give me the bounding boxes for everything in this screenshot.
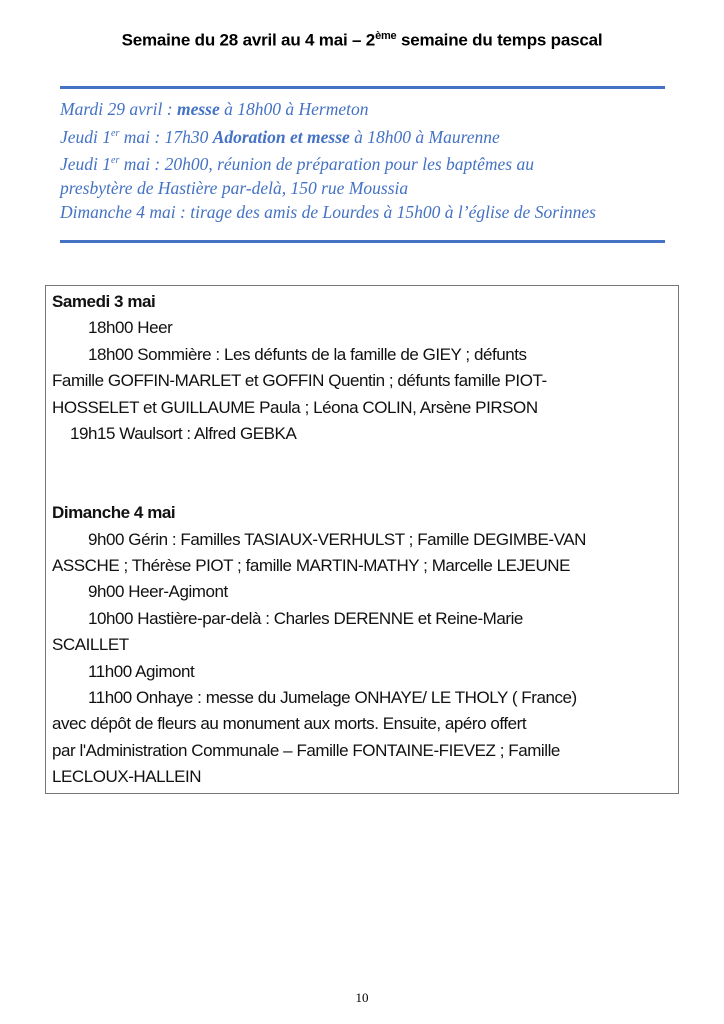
schedule-line: 9h00 Heer-Agimont xyxy=(88,582,228,602)
announcement-item: Jeudi 1er mai : 17h30 Adoration et messe à 18h00 à Maurenne xyxy=(60,126,500,147)
announcement-item-continued: presbytère de Hastière par-delà, 150 rue Moussia xyxy=(60,178,409,199)
schedule-line: avec dépôt de fleurs au monument aux morts. Ensuite, apéro offert xyxy=(52,714,527,734)
schedule-line: SCAILLET xyxy=(52,635,129,655)
announcement-item: Mardi 29 avril : messe à 18h00 à Hermeton xyxy=(60,99,369,119)
schedule-line: 19h15 Waulsort : Alfred GEBKA xyxy=(70,424,297,444)
announcements xyxy=(60,98,680,225)
title-text-end: semaine du temps pascal xyxy=(396,30,603,50)
schedule-line: Famille GOFFIN-MARLET et GOFFIN Quentin ; défunts famille PIOT- xyxy=(52,371,547,391)
schedule-line: 10h00 Hastière-par-delà : Charles DERENNE et Reine-Marie xyxy=(88,608,523,628)
schedule-line: ASSCHE ; Thérèse PIOT ; famille MARTIN-MATHY ; Marcelle LEJEUNE xyxy=(52,556,570,576)
announcement-item: Dimanche 4 mai : tirage des amis de Lourdes à 15h00 à l’église de Sorinnes xyxy=(60,201,596,222)
schedule-line: 11h00 Agimont xyxy=(88,661,195,681)
top-divider xyxy=(60,86,665,89)
schedule-line: par l'Administration Communale – Famille FONTAINE-FIEVEZ ; Famille xyxy=(52,740,560,760)
title-superscript: ème xyxy=(375,30,397,42)
schedule-line: 18h00 Sommière : Les défunts de la famille de GIEY ; défunts xyxy=(88,344,527,364)
day-heading-saturday: Samedi 3 mai xyxy=(52,292,156,311)
schedule-line: HOSSELET et GUILLAUME Paula ; Léona COLIN, Arsène PIRSON xyxy=(52,397,538,417)
schedule-line: 18h00 Heer xyxy=(88,318,173,338)
title-text: Semaine du 28 avril au 4 mai – 2 xyxy=(121,30,376,50)
page-number: 10 xyxy=(355,990,369,1005)
announcement-item: Jeudi 1er mai : 20h00, réunion de préparation pour les baptêmes au xyxy=(60,154,534,175)
mass-schedule-box xyxy=(45,285,679,794)
schedule-line: 9h00 Gérin : Familles TASIAUX-VERHULST ; Famille DEGIMBE-VAN xyxy=(88,529,586,549)
bottom-divider xyxy=(60,240,665,243)
page-title xyxy=(0,30,724,51)
schedule-line: LECLOUX-HALLEIN xyxy=(52,767,202,787)
schedule-line: 11h00 Onhaye : messe du Jumelage ONHAYE/ LE THOLY ( France) xyxy=(88,688,577,708)
day-heading-sunday: Dimanche 4 mai xyxy=(52,503,176,523)
